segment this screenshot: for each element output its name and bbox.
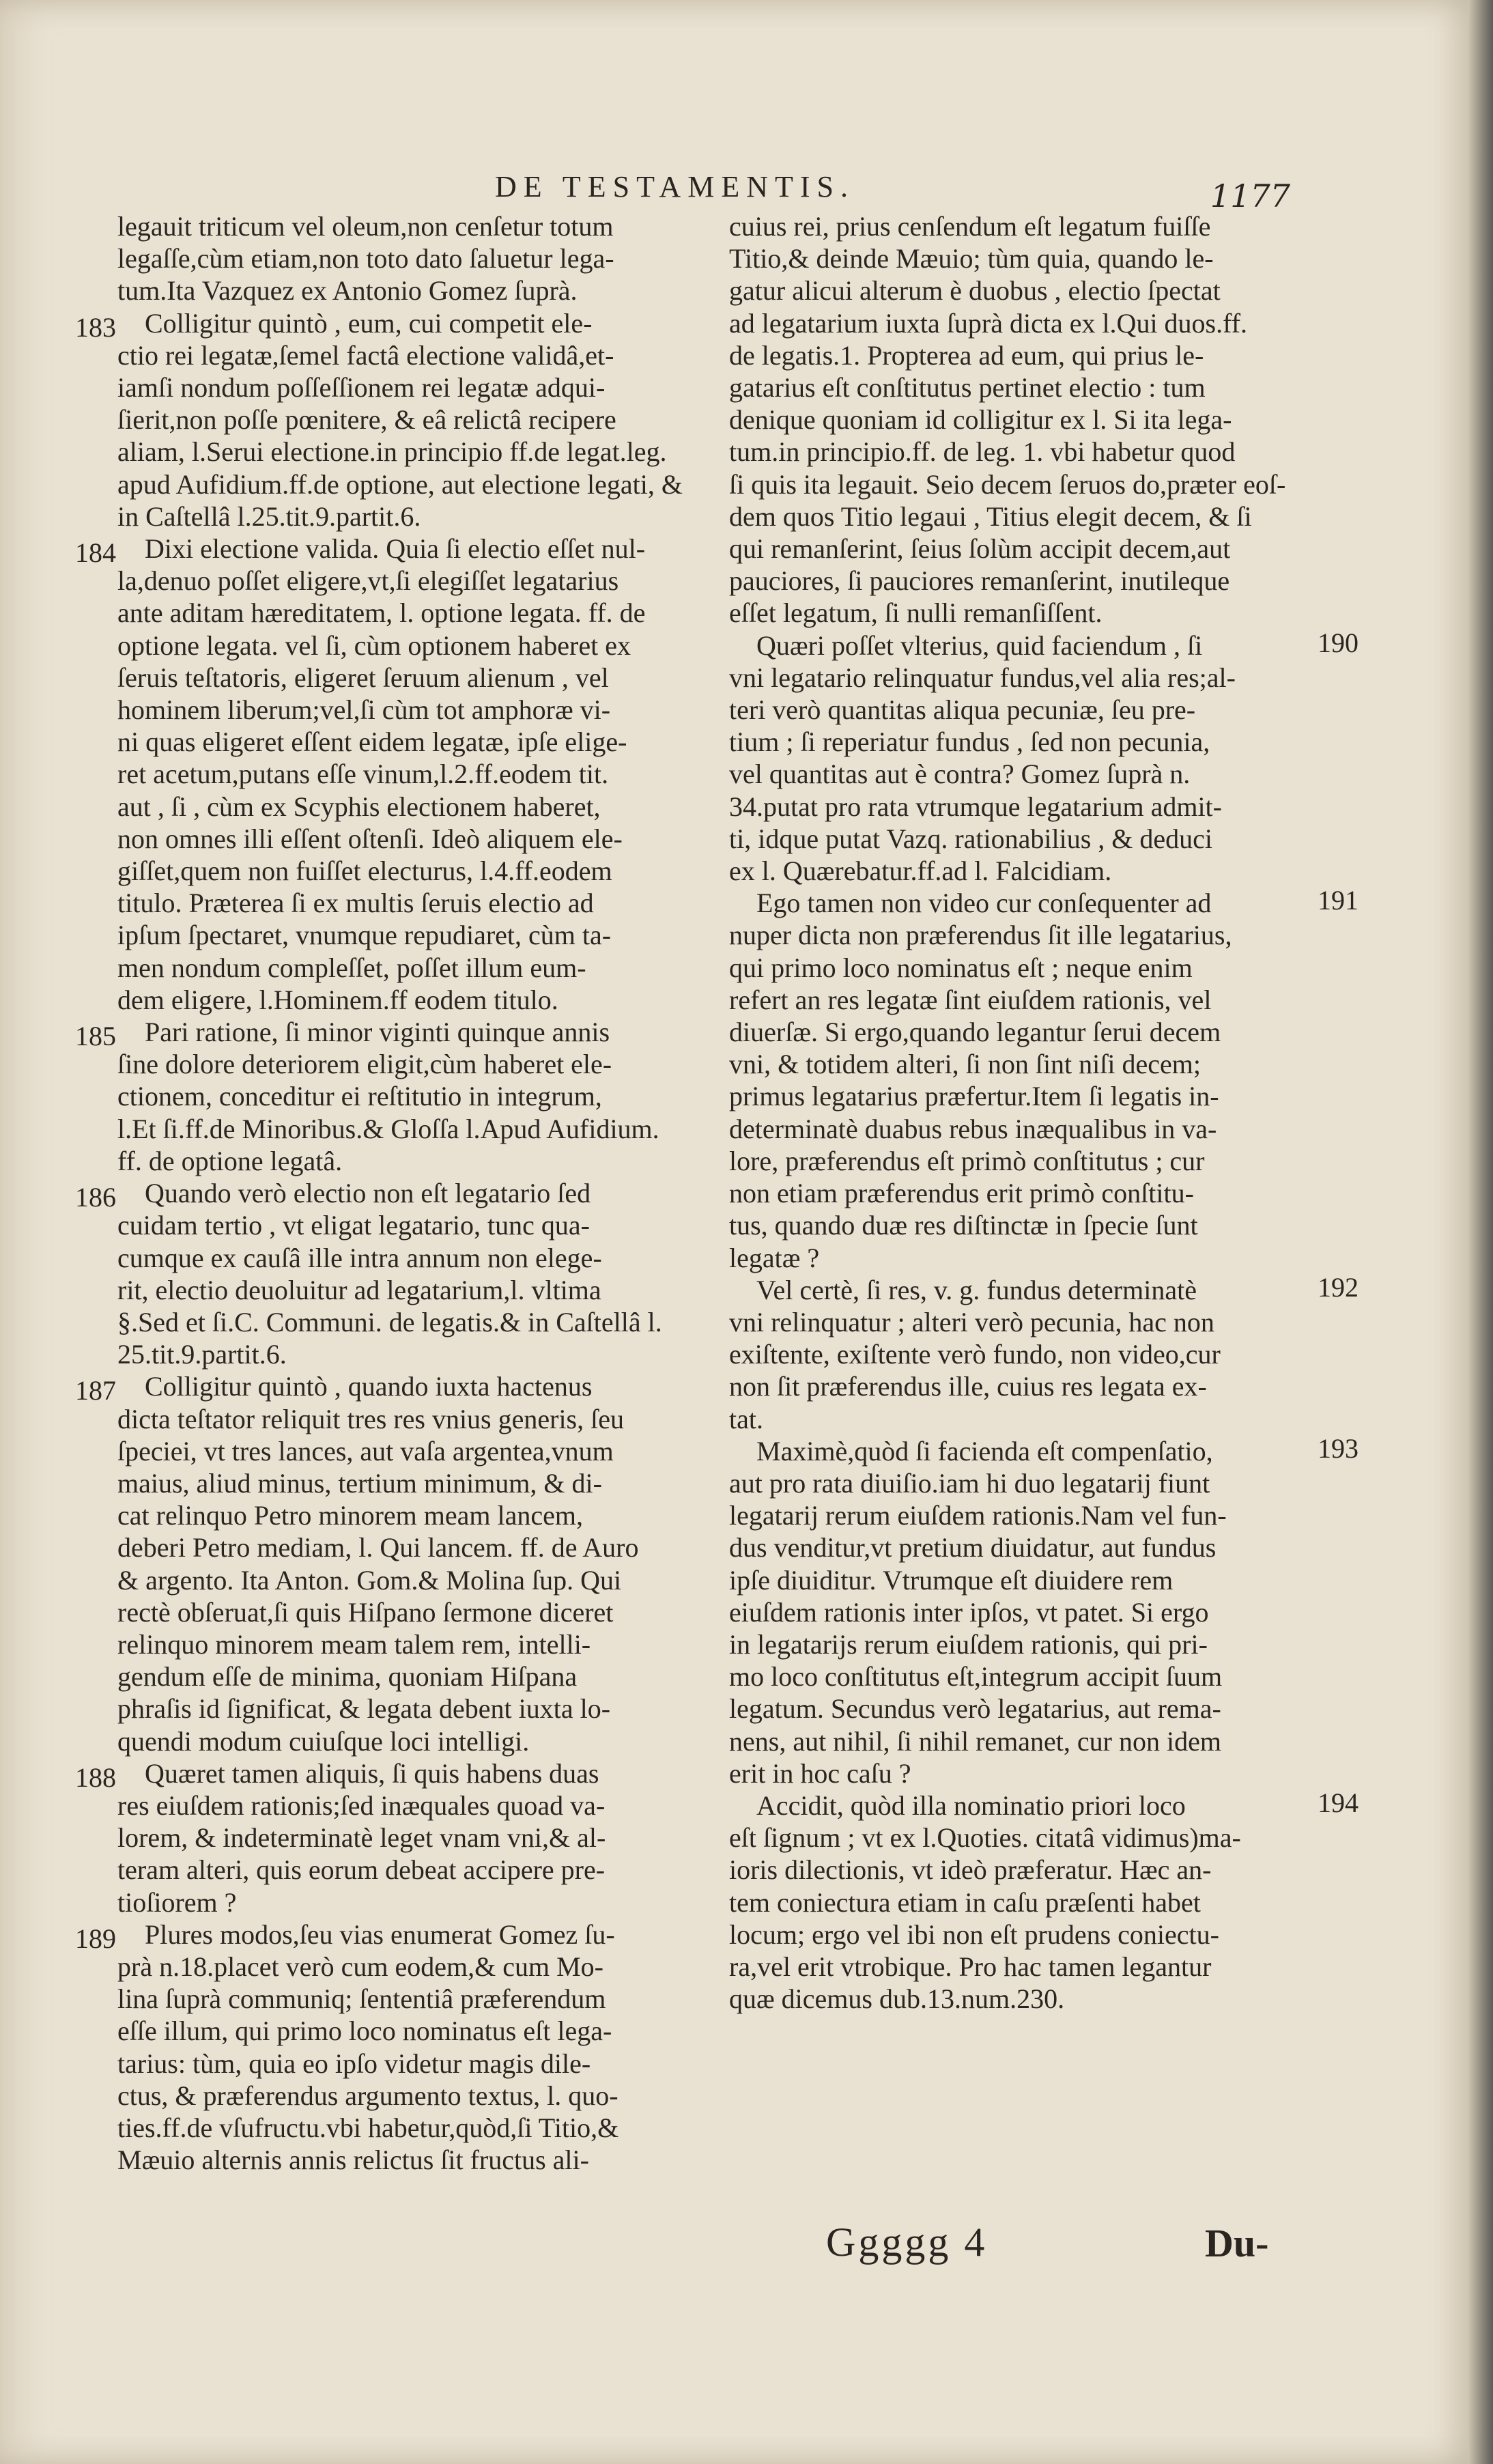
text-line: l.Et ſi.ff.de Minoribus.& Gloſſa l.Apud Aufidium. (117, 1113, 659, 1144)
text-line: lore, præferendus eſt primò conſtitutus ; cur (729, 1145, 1205, 1176)
page-edge (1468, 0, 1493, 2464)
running-title: DE TESTAMENTIS. (495, 170, 855, 203)
paragraph-number: 194 (1318, 1787, 1359, 1818)
text-line: legaſſe,cùm etiam,non toto dato ſaluetur lega- (117, 243, 614, 274)
text-line: relinquo minorem meam talem rem, intelli- (117, 1628, 591, 1660)
text-line: hominem liberum;vel,ſi cùm tot amphoræ vi- (117, 694, 611, 726)
text-line: Dixi electione valida. Quia ſi electio eſſet nul- (145, 533, 646, 565)
text-line: Vel certè, ſi res, v. g. fundus determinatè (756, 1274, 1197, 1305)
text-line: ſierit,non poſſe pœnitere, & eâ relictâ recipere (117, 404, 616, 436)
text-line: Plures modos,ſeu vias enumerat Gomez ſu- (145, 1918, 615, 1950)
text-line: legatum. Secundus verò legatarius, aut rema- (729, 1693, 1221, 1725)
text-line: denique quoniam id colligitur ex l. Si ita lega- (729, 404, 1232, 436)
text-line: determinatè duabus rebus inæqualibus in va- (729, 1113, 1217, 1144)
paragraph-number: 192 (1318, 1271, 1359, 1303)
text-line: ſeruis teſtatoris, eligeret ſeruum alienum , vel (117, 662, 609, 693)
text-line: cuius rei, prius cenſendum eſt legatum fuiſſe (729, 211, 1211, 242)
paragraph-number: 193 (1318, 1432, 1359, 1464)
text-line: ties.ff.de vſufructu.vbi habetur,quòd,ſi Titio,& (117, 2112, 619, 2143)
left-column (75, 210, 718, 2176)
text-line: quæ dicemus dub.13.num.230. (729, 1983, 1065, 2015)
text-line: res eiuſdem rationis;ſed inæquales quoad va- (117, 1789, 606, 1821)
text-line: quendi modum cuiuſque loci intelligi. (117, 1725, 530, 1757)
text-line: la,denuo poſſet eligere,vt,ſi elegiſſet legatarius (117, 565, 619, 597)
text-line: prà n.18.placet verò cum eodem,& cum Mo- (117, 1951, 603, 1982)
text-line: dem quos Titio legaui , Titius elegit decem, & ſi (729, 500, 1252, 532)
text-line: tum.in principio.ff. de leg. 1. vbi habetur quod (729, 436, 1236, 468)
text-line: ſi quis ita legauit. Seio decem ſeruos do,præter eoſ- (729, 468, 1286, 500)
text-line: vni relinquatur ; alteri verò pecunia, hac non (729, 1306, 1214, 1337)
paragraph-number: 191 (1318, 885, 1359, 916)
text-line: legatarij rerum eiuſdem rationis.Nam vel fun- (729, 1500, 1227, 1531)
text-line: aut , ſi , cùm ex Scyphis electionem haberet, (117, 791, 601, 822)
text-line: cat relinquo Petro minorem meam lancem, (117, 1500, 583, 1531)
text-line: lina ſuprà communiq; ſententiâ præferendum (117, 1983, 606, 2015)
paragraph-number: 188 (75, 1761, 116, 1793)
text-line: ret acetum,putans eſſe vinum,l.2.ff.eodem tit. (117, 759, 609, 790)
text-line: mo loco conſtitutus eſt,integrum accipit ſuum (729, 1661, 1223, 1693)
text-line: aut pro rata diuiſio.iam hi duo legatarij fiunt (729, 1467, 1210, 1499)
text-line: Quæri poſſet vlterius, quid faciendum , ſi (756, 629, 1203, 661)
text-line: dicta teſtator reliquit tres res vnius generis, ſeu (117, 1403, 624, 1434)
text-line: in Caſtellâ l.25.tit.9.partit.6. (117, 500, 421, 532)
paragraph-number: 184 (75, 537, 116, 568)
text-line: vel quantitas aut è contra? Gomez ſuprà n. (729, 759, 1191, 790)
text-line: iamſi nondum poſſeſſionem rei legatæ adqui- (117, 372, 606, 403)
right-column (729, 210, 1359, 2015)
paragraph-number: 189 (75, 1923, 116, 1954)
text-line: tum.Ita Vazquez ex Antonio Gomez ſuprà. (117, 275, 578, 307)
text-line: Colligitur quintò , eum, cui competit ele- (145, 307, 593, 339)
text-line: Pari ratione, ſi minor viginti quinque annis (145, 1017, 610, 1048)
paragraph-number: 190 (1318, 627, 1359, 658)
text-line: ſpeciei, vt tres lances, aut vaſa argentea,vnum (117, 1435, 614, 1467)
text-line: tat. (729, 1403, 763, 1434)
text-line: legatæ ? (729, 1242, 820, 1273)
text-line: in legatarijs rerum eiuſdem rationis, qui pri- (729, 1628, 1208, 1660)
text-line: cuidam tertio , vt eligat legatario, tunc qua- (117, 1210, 590, 1241)
text-line: eſſet legatum, ſi nulli remanſiſſent. (729, 597, 1103, 629)
text-line: eſt ſignum ; vt ex l.Quoties. citatâ vidimus)ma- (729, 1822, 1241, 1854)
text-line: Colligitur quintò , quando iuxta hactenus (145, 1371, 593, 1402)
text-line: ad legatarium iuxta ſuprà dicta ex l.Qui duos.ff. (729, 307, 1248, 339)
catchword: Du- (1205, 2221, 1269, 2265)
text-line: Quæret tamen aliquis, ſi quis habens duas (145, 1757, 599, 1789)
text-line: ioris dilectionis, vt ideò præferatur. Hæc an- (729, 1854, 1212, 1886)
text-line: primus legatarius præfertur.Item ſi legatis in- (729, 1081, 1219, 1112)
paragraph-number: 187 (75, 1375, 116, 1406)
text-line: Mæuio alternis annis relictus ſit fructus ali- (117, 2144, 589, 2176)
text-line: ipſum ſpectaret, vnumque repudiaret, cùm ta- (117, 920, 612, 951)
text-line: tioſiorem ? (117, 1886, 237, 1918)
text-line: ſine dolore deteriorem eligit,cùm haberet ele- (117, 1049, 612, 1080)
text-line: nens, aut nihil, ſi nihil remanet, cur non idem (729, 1725, 1221, 1757)
text-line: phraſis id ſignificat, & legata debent iuxta lo- (117, 1693, 611, 1725)
text-line: pauciores, ſi pauciores remanſerint, inutileque (729, 565, 1230, 597)
text-line: tarius: tùm, quia eo ipſo videtur magis dile- (117, 2048, 591, 2079)
paragraph-number: 186 (75, 1182, 116, 1213)
text-line: lorem, & indeterminatè leget vnam vni,& al- (117, 1822, 606, 1854)
text-line: qui remanſerint, ſeius ſolùm accipit decem,aut (729, 533, 1231, 565)
text-line: tem coniectura etiam in caſu præſenti habet (729, 1886, 1201, 1918)
text-line: gatur alicui alterum è duobus , electio ſpectat (729, 275, 1221, 307)
text-line: 25.tit.9.partit.6. (117, 1339, 287, 1370)
text-line: teram alteri, quis eorum debeat accipere pre- (117, 1854, 606, 1886)
text-line: eiuſdem rationis inter ipſos, vt patet. Si ergo (729, 1596, 1209, 1628)
text-line: exiſtente, exiſtente verò fundo, non video,cur (729, 1339, 1221, 1370)
text-line: aliam, l.Serui electione.in principio ff.de legat.leg. (117, 436, 667, 468)
text-line: Titio,& deinde Mæuio; tùm quia, quando le- (729, 243, 1214, 274)
text-line: gendum eſſe de minima, quoniam Hiſpana (117, 1661, 578, 1693)
text-line: gatarius eſt conſtitutus pertinet electio : tum (729, 372, 1206, 403)
text-line: non ſit præferendus ille, cuius res legata ex- (729, 1371, 1207, 1402)
text-line: Quando verò electio non eſt legatario ſed (145, 1178, 591, 1209)
text-line: optione legata. vel ſi, cùm optionem haberet ex (117, 629, 631, 661)
text-line: titulo. Præterea ſi ex multis ſeruis electio ad (117, 888, 594, 919)
paragraph-number: 183 (75, 311, 116, 343)
text-line: non omnes illi eſſent oſtenſi. Ideò aliquem ele- (117, 823, 623, 854)
text-line: vni, & totidem alteri, ſi non ſint niſi decem; (729, 1049, 1201, 1080)
text-line: giſſet,quem non fuiſſet electurus, l.4.ff.eodem (117, 855, 612, 887)
signature-mark: Ggggg 4 (826, 2220, 988, 2265)
text-line: tus, quando duæ res diſtinctæ in ſpecie ſunt (729, 1210, 1198, 1241)
text-line: Accidit, quòd illa nominatio priori loco (756, 1789, 1186, 1821)
text-line: non etiam præferendus erit primò conſtitu- (729, 1178, 1194, 1209)
text-line: teri verò quantitas aliqua pecuniæ, ſeu pre- (729, 694, 1196, 726)
text-line: ni quas eligeret eſſent eidem legatæ, ipſe elige- (117, 726, 627, 758)
text-line: eſſe illum, qui primo loco nominatus eſt lega- (117, 2015, 612, 2047)
text-line: vni legatario relinquatur fundus,vel alia res;al- (729, 662, 1236, 693)
text-line: men nondum compleſſet, poſſet illum eum- (117, 952, 586, 983)
text-line: apud Aufidium.ff.de optione, aut electione legati, & (117, 468, 683, 500)
text-line: refert an res legatæ ſint eiuſdem rationis, vel (729, 984, 1212, 1015)
text-line: rit, electio deuoluitur ad legatarium,l. vltima (117, 1274, 601, 1305)
text-line: ctionem, conceditur ei reſtitutio in integrum, (117, 1081, 602, 1112)
text-line: ff. de optione legatâ. (117, 1145, 343, 1176)
text-line: deberi Petro mediam, l. Qui lancem. ff. de Auro (117, 1532, 639, 1563)
text-line: nuper dicta non præferendus ſit ille legatarius, (729, 920, 1232, 951)
text-line: legauit triticum vel oleum,non cenſetur totum (117, 211, 614, 242)
text-line: Ego tamen non video cur conſequenter ad (756, 888, 1212, 919)
text-line: §.Sed et ſi.C. Communi. de legatis.& in Caſtellâ l. (117, 1306, 662, 1337)
text-line: maius, aliud minus, tertium minimum, & di- (117, 1467, 602, 1499)
text-line: Maximè,quòd ſi facienda eſt compenſatio, (756, 1435, 1213, 1467)
text-line: tium ; ſi reperiatur fundus , ſed non pecunia, (729, 726, 1210, 758)
text-line: ante aditam hæreditatem, l. optione legata. ff. de (117, 597, 646, 629)
text-line: cumque ex cauſâ ille intra annum non elege- (117, 1242, 602, 1273)
text-line: ti, idque putat Vazq. rationabilius , & deduci (729, 823, 1213, 854)
text-line: dem eligere, l.Hominem.ff eodem titulo. (117, 984, 558, 1015)
text-line: qui primo loco nominatus eſt ; neque enim (729, 952, 1193, 983)
text-line: ex l. Quærebatur.ff.ad l. Falcidiam. (729, 855, 1112, 887)
text-line: ipſe diuiditur. Vtrumque eſt diuidere rem (729, 1564, 1174, 1596)
text-line: de legatis.1. Propterea ad eum, qui prius le- (729, 339, 1204, 371)
text-line: diuerſæ. Si ergo,quando legantur ſerui decem (729, 1017, 1221, 1048)
text-line: locum; ergo vel ibi non eſt prudens coniectu- (729, 1918, 1219, 1950)
page-number: 1177 (1210, 178, 1290, 214)
text-line: dus venditur,vt pretium diuidatur, aut fundus (729, 1532, 1217, 1563)
text-line: erit in hoc caſu ? (729, 1757, 911, 1789)
text-line: ctus, & præferendus argumento textus, l. quo- (117, 2080, 618, 2111)
text-line: 34.putat pro rata vtrumque legatarium admit- (729, 791, 1222, 822)
text-line: rectè obſeruat,ſi quis Hiſpano ſermone diceret (117, 1596, 614, 1628)
text-line: & argento. Ita Anton. Gom.& Molina ſup. Qui (117, 1564, 622, 1596)
paragraph-number: 185 (75, 1021, 116, 1051)
text-line: ctio rei legatæ,ſemel factâ electione validâ,et- (117, 339, 614, 371)
text-line: ra,vel erit vtrobique. Pro hac tamen legantur (729, 1951, 1212, 1982)
